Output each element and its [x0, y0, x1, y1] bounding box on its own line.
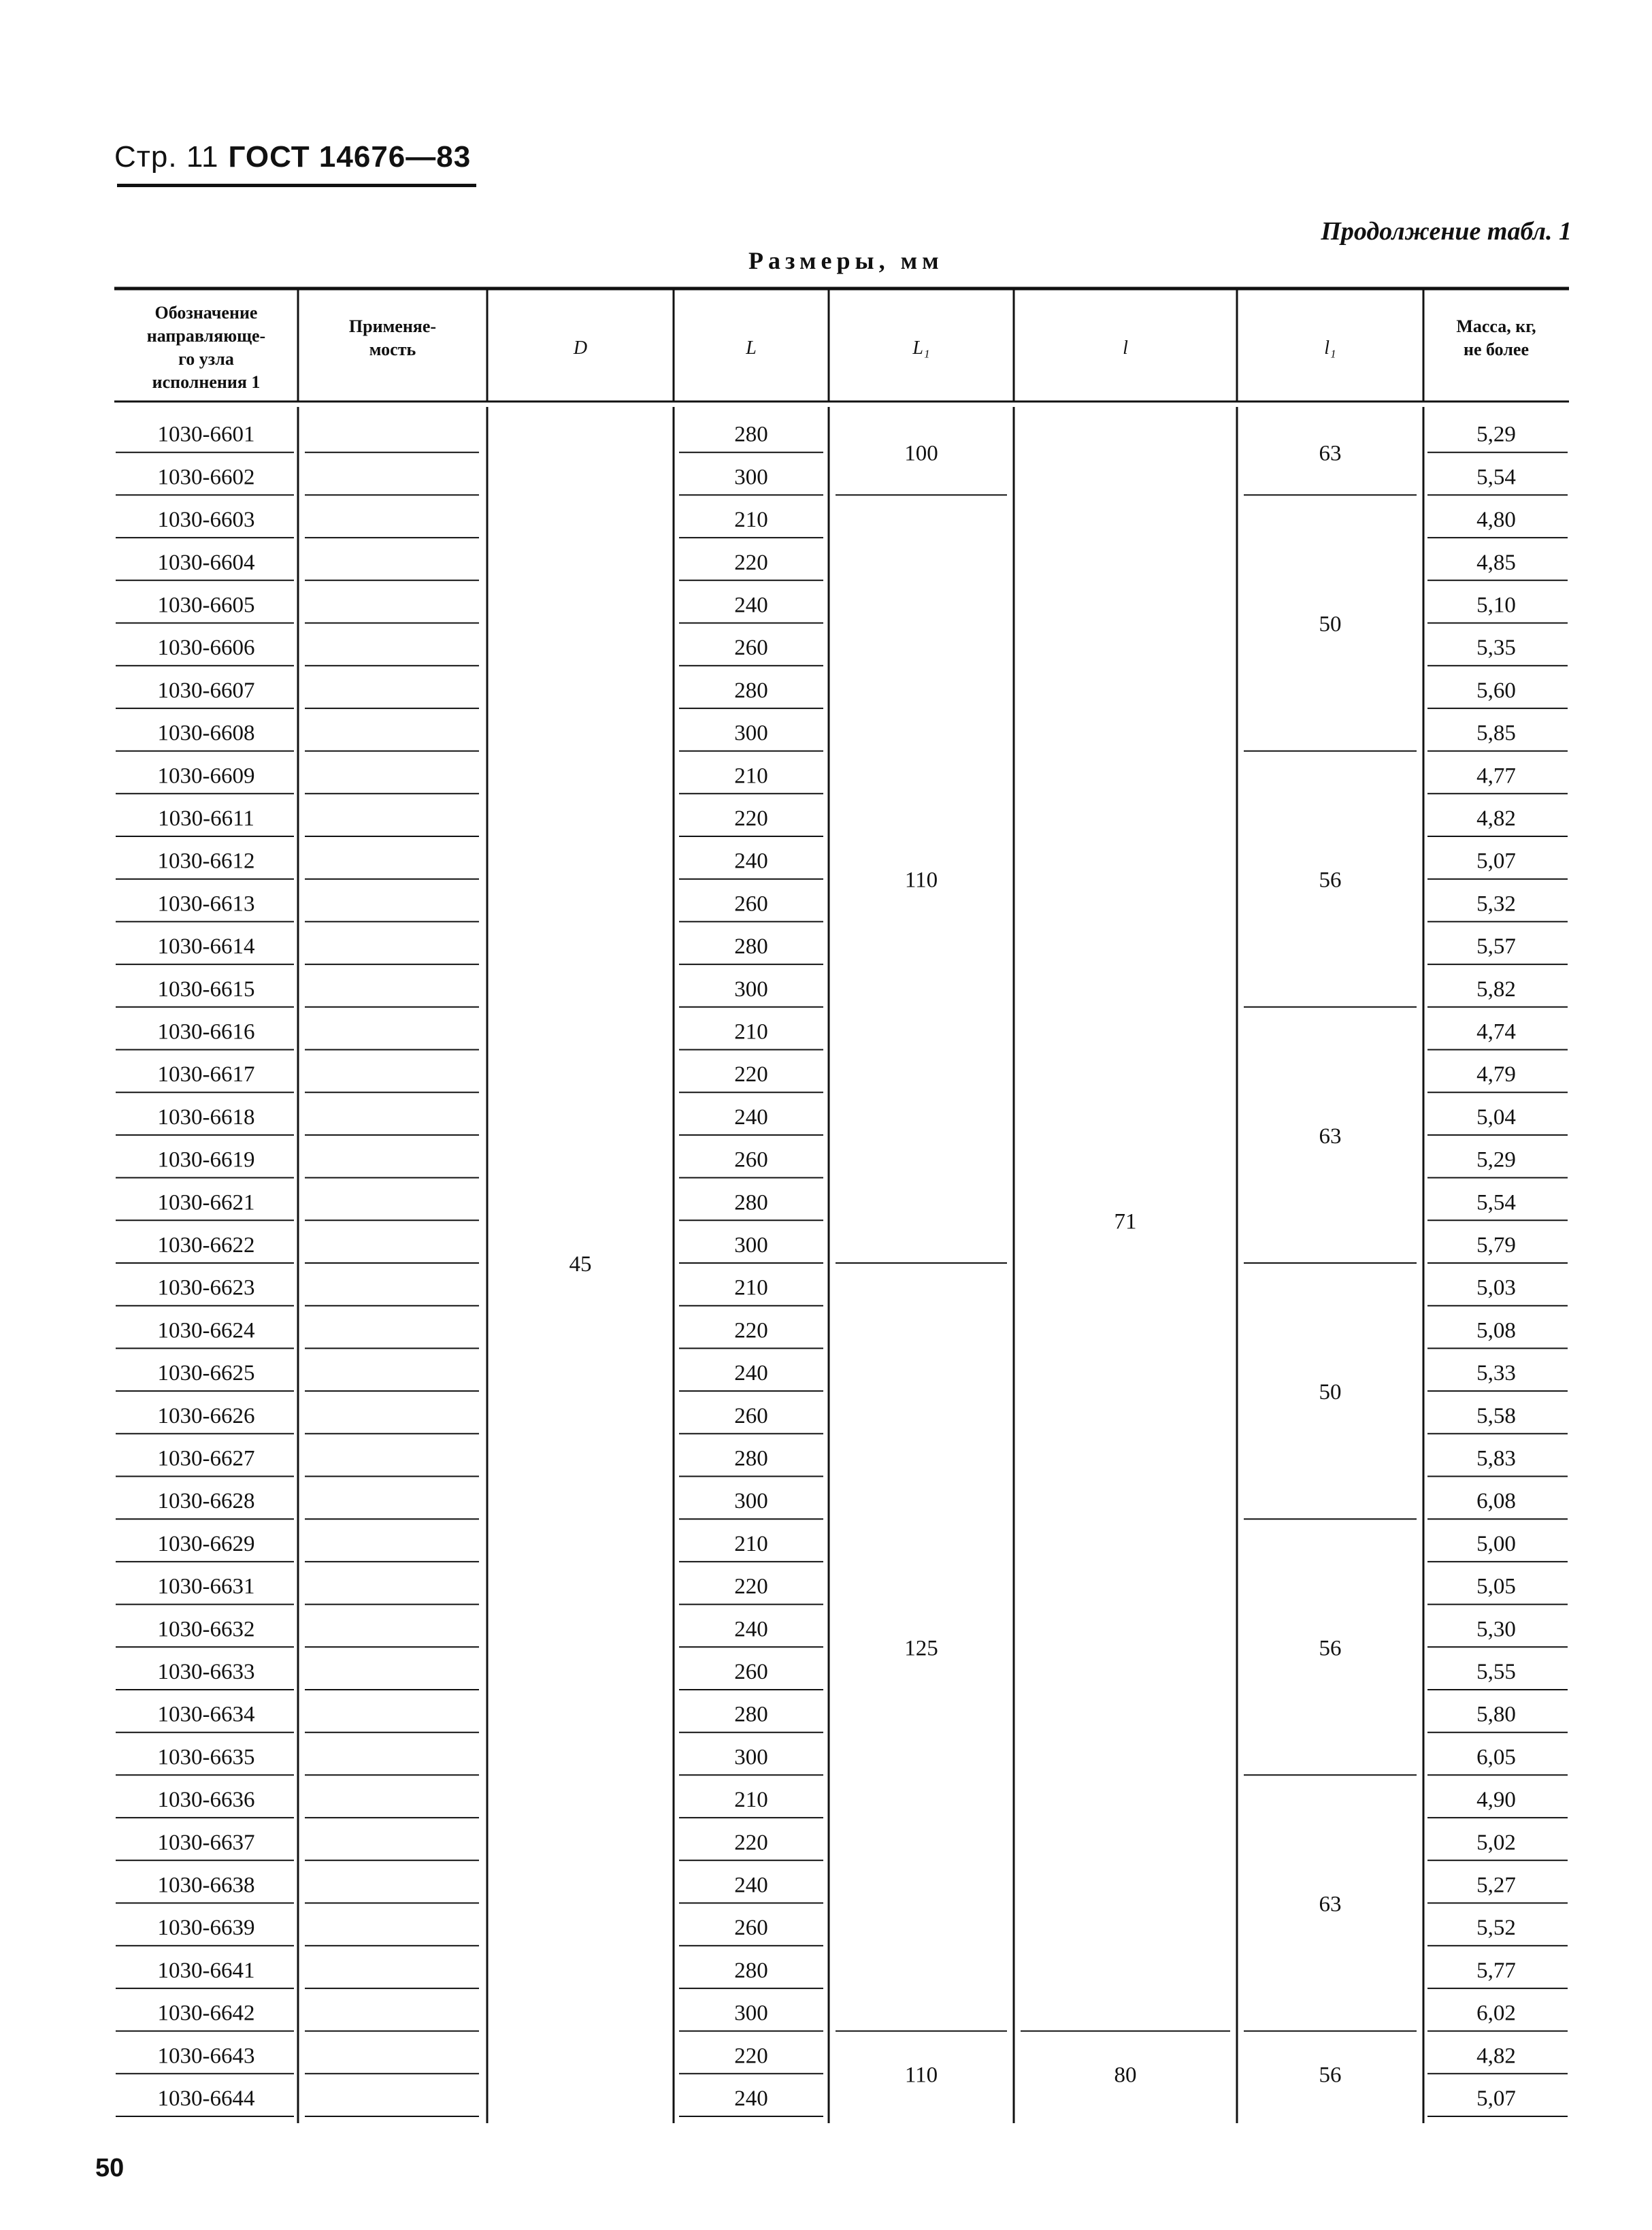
designation-cell: 1030-6631 [157, 1574, 255, 1599]
designation-cell: 1030-6604 [157, 550, 255, 575]
L-cell: 220 [734, 1318, 768, 1343]
L-cell: 280 [734, 1190, 768, 1215]
designation-cell: 1030-6633 [157, 1660, 255, 1684]
L-cell: 280 [734, 678, 768, 703]
L-cell: 300 [734, 465, 768, 490]
designation-cell: 1030-6608 [157, 721, 255, 746]
l-cell: 80 [1114, 2063, 1137, 2088]
designation-cell: 1030-6641 [157, 1958, 255, 1983]
designation-cell: 1030-6639 [157, 1916, 255, 1941]
mass-cell: 5,29 [1476, 1147, 1516, 1173]
header-L: L [746, 338, 757, 359]
mass-cell: 5,30 [1476, 1617, 1516, 1642]
L-cell: 210 [734, 1531, 768, 1556]
L-cell: 240 [734, 593, 768, 618]
L1-cell: 100 [904, 441, 938, 466]
header-applicability: мость [369, 340, 416, 359]
mass-cell: 5,02 [1476, 1830, 1516, 1855]
designation-cell: 1030-6622 [157, 1233, 255, 1258]
L-cell: 210 [734, 1019, 768, 1045]
designation-cell: 1030-6609 [157, 764, 255, 789]
L-cell: 210 [734, 764, 768, 789]
L-cell: 280 [734, 934, 768, 960]
mass-cell: 4,85 [1476, 550, 1516, 575]
L-cell: 260 [734, 1660, 768, 1684]
designation-cell: 1030-6644 [157, 2086, 255, 2111]
designation-cell: 1030-6626 [157, 1403, 255, 1428]
L-cell: 220 [734, 1062, 768, 1087]
header-l1: l₁ [1324, 338, 1336, 359]
mass-cell: 4,82 [1476, 2044, 1516, 2069]
designation-cell: 1030-6614 [157, 934, 255, 960]
designation-cell: 1030-6632 [157, 1617, 255, 1642]
mass-cell: 5,52 [1476, 1916, 1516, 1941]
mass-cell: 5,32 [1476, 891, 1516, 917]
l1-cell: 56 [1319, 868, 1342, 893]
L1-cell: 125 [904, 1636, 938, 1661]
D-cell: 45 [569, 1252, 592, 1277]
L-cell: 210 [734, 1275, 768, 1300]
l1-cell: 63 [1319, 1124, 1342, 1149]
mass-cell: 5,54 [1476, 1190, 1516, 1215]
header-l: l [1123, 338, 1128, 359]
L-cell: 240 [734, 2086, 768, 2111]
mass-cell: 5,04 [1476, 1104, 1516, 1130]
l1-cell: 63 [1319, 441, 1342, 466]
designation-cell: 1030-6613 [157, 891, 255, 917]
L-cell: 240 [734, 1361, 768, 1386]
L-cell: 260 [734, 1147, 768, 1173]
header-designation: направляюще- [146, 326, 266, 346]
designation-cell: 1030-6602 [157, 465, 255, 490]
designation-cell: 1030-6618 [157, 1104, 255, 1130]
mass-cell: 5,57 [1476, 934, 1516, 960]
header-L1: L₁ [912, 338, 930, 359]
L-cell: 300 [734, 1233, 768, 1258]
header-mass: Масса, кг, [1456, 316, 1536, 336]
l1-cell: 50 [1319, 1380, 1342, 1405]
header-applicability: Применяе- [348, 316, 437, 336]
designation-cell: 1030-6636 [157, 1788, 255, 1813]
designation-cell: 1030-6605 [157, 593, 255, 618]
L-cell: 240 [734, 1104, 768, 1130]
header-designation: Обозначение [154, 303, 258, 323]
designation-cell: 1030-6617 [157, 1062, 255, 1087]
mass-cell: 5,29 [1476, 422, 1516, 447]
L-cell: 220 [734, 1830, 768, 1855]
mass-cell: 5,35 [1476, 636, 1516, 661]
designation-cell: 1030-6621 [157, 1190, 255, 1215]
L-cell: 280 [734, 1446, 768, 1471]
designation-cell: 1030-6601 [157, 422, 255, 447]
designation-cell: 1030-6634 [157, 1702, 255, 1727]
L-cell: 300 [734, 1745, 768, 1770]
mass-cell: 4,79 [1476, 1062, 1516, 1087]
L-cell: 280 [734, 422, 768, 447]
mass-cell: 5,60 [1476, 678, 1516, 703]
table-continuation-note: Продолжение табл. 1 [1321, 217, 1572, 246]
L-cell: 220 [734, 1574, 768, 1599]
L-cell: 300 [734, 1489, 768, 1514]
mass-cell: 5,03 [1476, 1275, 1516, 1300]
mass-cell: 5,55 [1476, 1660, 1516, 1684]
mass-cell: 4,90 [1476, 1788, 1516, 1813]
L-cell: 220 [734, 806, 768, 831]
mass-cell: 5,00 [1476, 1531, 1516, 1556]
mass-cell: 5,54 [1476, 465, 1516, 490]
L-cell: 240 [734, 849, 768, 874]
L-cell: 260 [734, 636, 768, 661]
mass-cell: 5,08 [1476, 1318, 1516, 1343]
mass-cell: 5,07 [1476, 2086, 1516, 2111]
mass-cell: 4,77 [1476, 764, 1516, 789]
mass-cell: 5,27 [1476, 1873, 1516, 1898]
L-cell: 240 [734, 1617, 768, 1642]
L-cell: 220 [734, 550, 768, 575]
mass-cell: 5,85 [1476, 721, 1516, 746]
designation-cell: 1030-6635 [157, 1745, 255, 1770]
units-caption: Размеры, мм [748, 247, 944, 274]
L-cell: 220 [734, 2044, 768, 2069]
designation-cell: 1030-6606 [157, 636, 255, 661]
mass-cell: 5,10 [1476, 593, 1516, 618]
designation-cell: 1030-6619 [157, 1147, 255, 1173]
mass-cell: 6,05 [1476, 1745, 1516, 1770]
mass-cell: 5,80 [1476, 1702, 1516, 1727]
mass-cell: 4,74 [1476, 1019, 1516, 1045]
designation-cell: 1030-6612 [157, 849, 255, 874]
mass-cell: 6,02 [1476, 2001, 1516, 2026]
header-mass: не более [1463, 340, 1530, 359]
folio-number: 50 [95, 2154, 125, 2182]
l1-cell: 50 [1319, 612, 1342, 637]
L-cell: 210 [734, 1788, 768, 1813]
designation-cell: 1030-6628 [157, 1489, 255, 1514]
designation-cell: 1030-6615 [157, 977, 255, 1002]
standard-code: ГОСТ 14676—83 [228, 140, 472, 174]
L-cell: 280 [734, 1702, 768, 1727]
L-cell: 260 [734, 891, 768, 917]
L-cell: 260 [734, 1403, 768, 1428]
l1-cell: 63 [1319, 1892, 1342, 1917]
mass-cell: 5,83 [1476, 1446, 1516, 1471]
designation-cell: 1030-6629 [157, 1531, 255, 1556]
L-cell: 300 [734, 977, 768, 1002]
mass-cell: 5,77 [1476, 1958, 1516, 1983]
L-cell: 300 [734, 2001, 768, 2026]
mass-cell: 5,79 [1476, 1233, 1516, 1258]
mass-cell: 5,07 [1476, 849, 1516, 874]
l1-cell: 56 [1319, 1636, 1342, 1661]
mass-cell: 4,82 [1476, 806, 1516, 831]
L-cell: 280 [734, 1958, 768, 1983]
l1-cell: 56 [1319, 2063, 1342, 2088]
mass-cell: 5,58 [1476, 1403, 1516, 1428]
designation-cell: 1030-6624 [157, 1318, 255, 1343]
L-cell: 210 [734, 508, 768, 533]
mass-cell: 5,33 [1476, 1361, 1516, 1386]
designation-cell: 1030-6643 [157, 2044, 255, 2069]
mass-cell: 5,82 [1476, 977, 1516, 1002]
designation-cell: 1030-6623 [157, 1275, 255, 1300]
designation-cell: 1030-6627 [157, 1446, 255, 1471]
designation-cell: 1030-6616 [157, 1019, 255, 1045]
designation-cell: 1030-6603 [157, 508, 255, 533]
L-cell: 260 [734, 1916, 768, 1941]
designation-cell: 1030-6637 [157, 1830, 255, 1855]
designation-cell: 1030-6625 [157, 1361, 255, 1386]
page-number: Стр. 11 [114, 140, 219, 174]
header-designation: исполнения 1 [152, 372, 261, 392]
l-cell: 71 [1114, 1209, 1137, 1234]
designation-cell: 1030-6642 [157, 2001, 255, 2026]
mass-cell: 4,80 [1476, 508, 1516, 533]
L-cell: 240 [734, 1873, 768, 1898]
designation-cell: 1030-6638 [157, 1873, 255, 1898]
L1-cell: 110 [904, 868, 938, 893]
mass-cell: 5,05 [1476, 1574, 1516, 1599]
L1-cell: 110 [904, 2063, 938, 2088]
mass-cell: 6,08 [1476, 1489, 1516, 1514]
header-D: D [573, 338, 588, 359]
designation-cell: 1030-6611 [158, 806, 254, 831]
L-cell: 300 [734, 721, 768, 746]
header-designation: го узла [178, 349, 234, 369]
designation-cell: 1030-6607 [157, 678, 255, 703]
